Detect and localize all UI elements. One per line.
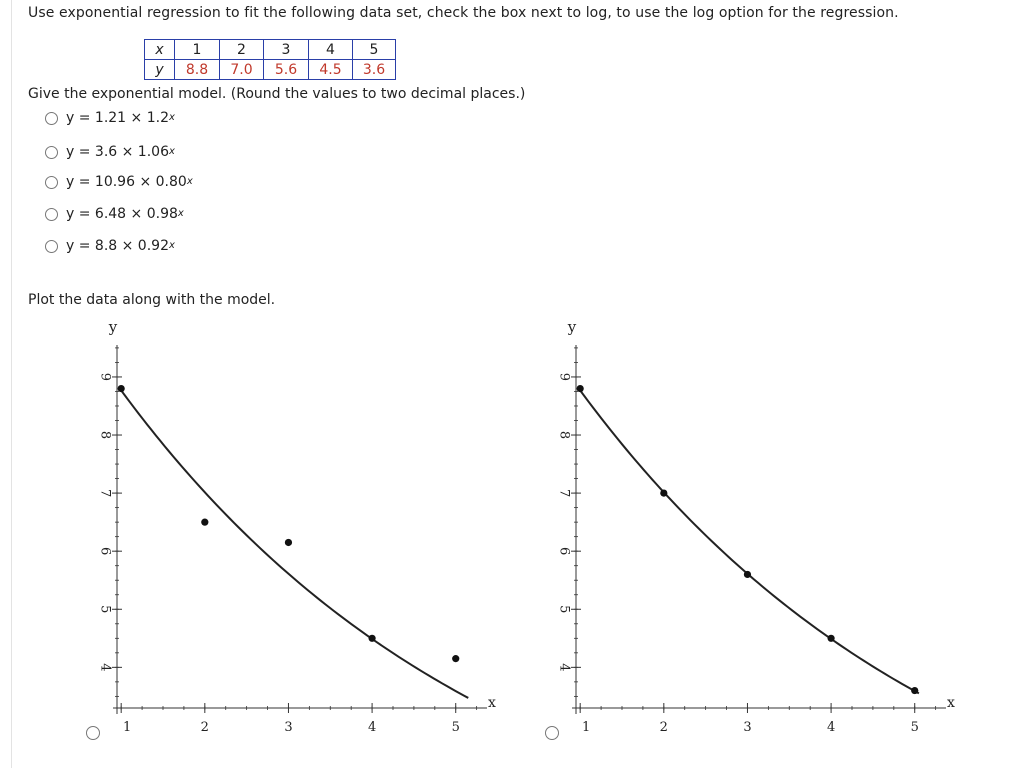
y-tick-label: 9 [556, 372, 572, 382]
option-2[interactable] [45, 142, 175, 162]
x-tick-label: 2 [200, 720, 209, 735]
table-header-x: x [145, 40, 175, 60]
table-cell-x1: 1 [175, 40, 220, 60]
x-tick-label: 4 [826, 720, 836, 735]
y-tick-label: 4 [97, 663, 113, 672]
option-5-exponent: x [168, 239, 175, 251]
y-tick-label: 7 [556, 488, 572, 498]
graph-right-radio[interactable] [545, 726, 559, 740]
x-tick-label: 3 [743, 720, 752, 735]
x-axis-label: x [488, 695, 496, 711]
option-1-label: y = 1.21 × 1.2 [66, 110, 169, 126]
y-tick-label: 8 [97, 430, 113, 440]
x-tick-label: 5 [910, 720, 919, 735]
option-5-label: y = 8.8 × 0.92 [66, 238, 169, 254]
table-cell-x2: 2 [220, 40, 264, 60]
y-axis-label: y [567, 318, 577, 336]
option-4[interactable] [45, 204, 184, 224]
data-point [660, 490, 667, 497]
data-table [144, 39, 396, 80]
table-cell-x3: 3 [264, 40, 309, 60]
table-cell-y4: 4.5 [309, 60, 353, 80]
x-tick-label: 2 [659, 720, 668, 735]
option-3-exponent: x [186, 175, 193, 187]
y-tick-label: 6 [97, 547, 113, 556]
plot-prompt: Plot the data along with the model. [28, 292, 276, 308]
option-5[interactable] [45, 236, 175, 256]
graph-left-radio[interactable] [86, 726, 100, 740]
option-5-radio[interactable] [45, 240, 58, 253]
x-tick-label: 5 [451, 720, 460, 735]
option-1-radio[interactable] [45, 112, 58, 125]
x-axis-label: x [947, 695, 955, 711]
y-axis-label: y [108, 318, 118, 336]
graph-right [529, 315, 955, 745]
y-tick-label: 9 [97, 372, 113, 382]
y-tick-label: 5 [556, 605, 572, 614]
data-point [744, 571, 751, 578]
graph-left [70, 315, 496, 745]
table-header-y: y [145, 60, 175, 80]
x-tick-label: 3 [284, 720, 293, 735]
table-cell-y3: 5.6 [264, 60, 309, 80]
data-point [452, 655, 459, 662]
y-tick-label: 7 [97, 488, 113, 498]
option-3[interactable] [45, 172, 193, 192]
option-1[interactable] [45, 108, 175, 128]
table-cell-x5: 5 [353, 40, 396, 60]
option-2-label: y = 3.6 × 1.06 [66, 144, 169, 160]
graph-right-svg [529, 315, 955, 745]
table-cell-y5: 3.6 [353, 60, 396, 80]
y-tick-label: 4 [556, 663, 572, 672]
option-4-label: y = 6.48 × 0.98 [66, 206, 178, 222]
option-3-radio[interactable] [45, 176, 58, 189]
data-point [201, 519, 208, 526]
x-tick-label: 4 [367, 720, 377, 735]
table-cell-y2: 7.0 [220, 60, 264, 80]
option-2-exponent: x [168, 145, 175, 157]
option-3-label: y = 10.96 × 0.80 [66, 174, 187, 190]
table-cell-y1: 8.8 [175, 60, 220, 80]
data-point [285, 539, 292, 546]
y-tick-label: 6 [556, 547, 572, 556]
data-point [911, 687, 918, 694]
option-2-radio[interactable] [45, 146, 58, 159]
data-point [368, 635, 375, 642]
question-text: Give the exponential model. (Round the values to two decimal places.) [28, 86, 526, 102]
data-point [577, 385, 584, 392]
left-border [11, 0, 12, 768]
table-row-x [145, 40, 396, 60]
table-row-y [145, 60, 396, 80]
table-cell-x4: 4 [309, 40, 353, 60]
data-point [118, 385, 125, 392]
y-tick-label: 5 [97, 605, 113, 614]
x-tick-label: 1 [582, 720, 591, 735]
option-4-radio[interactable] [45, 208, 58, 221]
graph-left-svg [70, 315, 496, 745]
y-tick-label: 8 [556, 430, 572, 440]
model-curve [121, 390, 468, 698]
model-curve [580, 390, 919, 693]
option-1-exponent: x [168, 111, 175, 123]
instruction-text: Use exponential regression to fit the following data set, check the box next to log, to use the log option for the regression. [28, 5, 899, 21]
option-4-exponent: x [177, 207, 184, 219]
data-point [827, 635, 834, 642]
x-tick-label: 1 [123, 720, 132, 735]
